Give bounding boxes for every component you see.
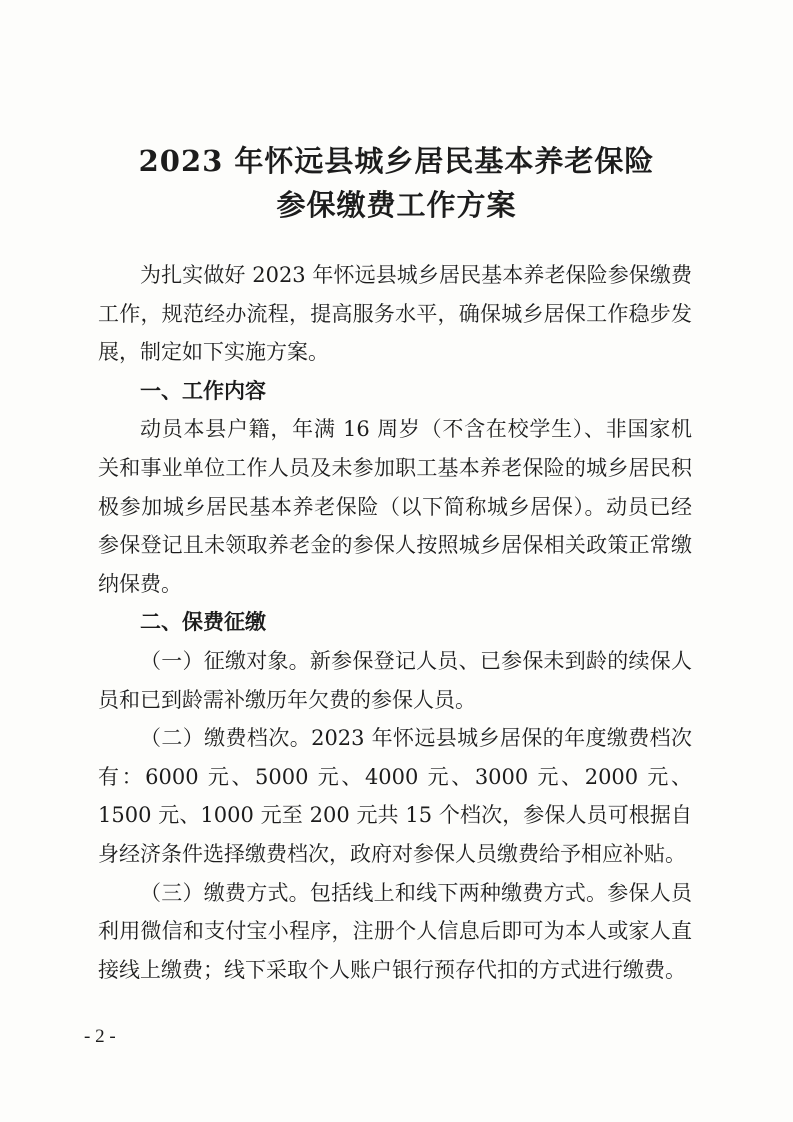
payment-tiers-paragraph: （二）缴费档次。2023 年怀远县城乡居保的年度缴费档次有：6000 元、5000 元、4000 元、3000 元、2000 元、1500 元、1000 元至 200 元共 15 个档次，参保人员可根据自身经济条件选择缴费档次，政府对参保人员缴费给予相应补贴。 [98, 726, 692, 866]
section-heading-premium-collection: 二、保费征缴 [140, 610, 266, 635]
page-number: - 2 - [84, 1026, 116, 1047]
document-title-line-1: 2023 年怀远县城乡居民基本养老保险 [138, 144, 655, 178]
document-body [98, 256, 692, 989]
section-heading-work-content: 一、工作内容 [140, 378, 266, 403]
document-title-line-2: 参保缴费工作方案 [276, 188, 517, 222]
payment-methods-paragraph: （三）缴费方式。包括线上和线下两种缴费方式。参保人员利用微信和支付宝小程序，注册个人信息后即可为本人或家人直接线上缴费；线下采取个人账户银行预存代扣的方式进行缴费。 [98, 880, 692, 982]
intro-paragraph: 为扎实做好 2023 年怀远县城乡居民基本养老保险参保缴费工作，规范经办流程，提高服务水平，确保城乡居保工作稳步发展，制定如下实施方案。 [98, 263, 692, 365]
work-content-paragraph: 动员本县户籍，年满 16 周岁（不含在校学生）、非国家机关和事业单位工作人员及未参加职工基本养老保险的城乡居民积极参加城乡居民基本养老保险（以下简称城乡居保）。动员已经参保登记且未领取养老金的参保人按照城乡居保相关政策正常缴纳保费。 [98, 417, 692, 596]
collection-targets-paragraph: （一）征缴对象。新参保登记人员、已参保未到龄的续保人员和已到龄需补缴历年欠费的参保人员。 [98, 648, 692, 712]
